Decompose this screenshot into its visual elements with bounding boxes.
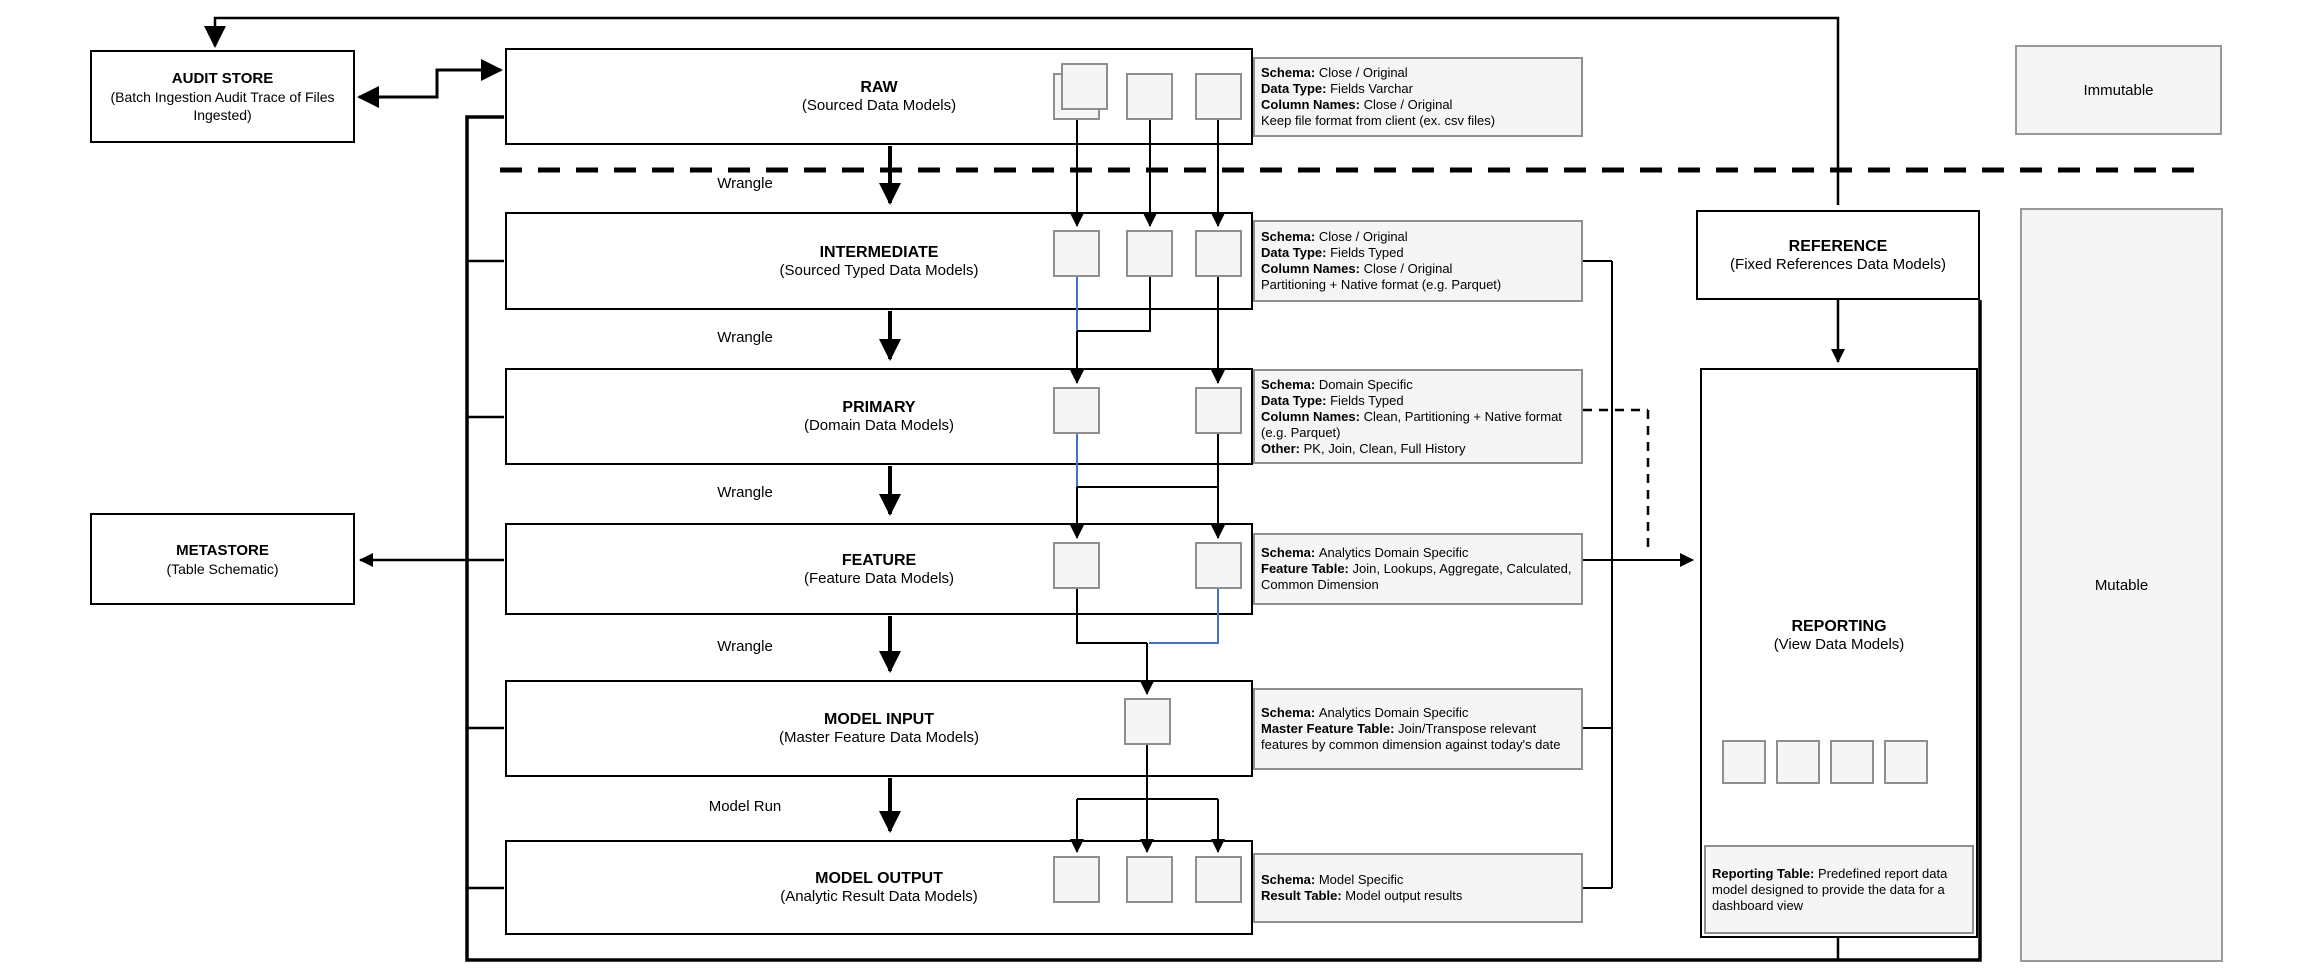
annotation-line: Other: PK, Join, Clean, Full History — [1261, 440, 1466, 456]
stage-subtitle: (Sourced Typed Data Models) — [779, 261, 979, 279]
mutable-zone-label: Mutable — [2020, 208, 2223, 962]
model-run-label: Model Run — [708, 798, 782, 815]
data-file-icon — [1195, 73, 1242, 120]
data-file-icon — [1053, 542, 1100, 589]
stage-title: INTERMEDIATE — [819, 243, 939, 261]
data-file-icon — [1195, 856, 1242, 903]
annotation-line: Column Names: Close / Original — [1261, 261, 1453, 276]
audit-store-subtitle: (Batch Ingestion Audit Trace of Files Ingested) — [110, 89, 335, 123]
data-file-icon — [1195, 387, 1242, 434]
metastore-title: METASTORE — [176, 541, 269, 559]
data-file-icon — [1126, 856, 1173, 903]
stage-title: FEATURE — [841, 551, 917, 569]
stage-subtitle: (Domain Data Models) — [803, 417, 955, 434]
reporting-subtitle: (View Data Models) — [1773, 635, 1905, 653]
annotation-line: Data Type: Fields Typed — [1261, 245, 1404, 260]
annotation-line: Column Names: Clean, Partitioning + Native format (e.g. Parquet) — [1261, 408, 1562, 440]
stage-title: MODEL INPUT — [824, 711, 934, 728]
annotation-line: Master Feature Table: Join/Transpose relevant features by common dimension against today's date — [1261, 721, 1561, 752]
report-table-icon — [1884, 740, 1928, 784]
stage-annotation-raw — [1253, 57, 1583, 137]
wrangle-label-1: Wrangle — [717, 175, 773, 192]
annotation-line: Data Type: Fields Varchar — [1261, 81, 1413, 96]
data-file-icon — [1124, 698, 1171, 745]
data-file-icon — [1053, 387, 1100, 434]
data-file-icon — [1126, 73, 1173, 120]
metastore-subtitle: (Table Schematic) — [166, 560, 279, 577]
wrangle-label-3: Wrangle — [717, 484, 773, 501]
data-file-icon — [1195, 542, 1242, 589]
report-table-icon — [1830, 740, 1874, 784]
reference-box — [1696, 210, 1980, 300]
stage-subtitle: (Feature Data Models) — [803, 569, 955, 587]
stage-annotation-intermediate — [1253, 220, 1583, 302]
annotation-line: Reporting Table: Predefined report data model designed to provide the data for a dashboard view — [1712, 865, 1948, 913]
annotation-line: Result Table: Model output results — [1261, 888, 1463, 903]
reference-subtitle: (Fixed References Data Models) — [1730, 255, 1946, 273]
annotation-line: Feature Table: Join, Lookups, Aggregate, Calculated, Common Dimension — [1261, 561, 1572, 592]
wrangle-label-4: Wrangle — [717, 638, 773, 655]
report-table-icon — [1776, 740, 1820, 784]
stage-annotation-feature — [1253, 533, 1583, 605]
reporting-note — [1704, 845, 1974, 934]
reference-title: REFERENCE — [1788, 237, 1888, 255]
audit-store-title: AUDIT STORE — [171, 70, 274, 87]
stage-title-block-primary — [505, 368, 1253, 465]
stage-annotation-model-output — [1253, 853, 1583, 923]
annotation-line: Partitioning + Native format (e.g. Parquet) — [1261, 277, 1502, 292]
stage-subtitle: (Analytic Result Data Models) — [780, 888, 978, 905]
annotation-line: Schema: Model Specific — [1261, 872, 1404, 887]
data-file-stack-icon — [1053, 73, 1100, 120]
stage-annotation-primary — [1253, 369, 1583, 464]
annotation-line: Keep file format from client (ex. csv files) — [1261, 113, 1496, 128]
stage-annotation-model-input — [1253, 688, 1583, 770]
reporting-feed-lines — [1583, 261, 1693, 888]
stage-title-block-feature — [505, 523, 1253, 615]
metastore-box — [90, 513, 355, 605]
data-file-icon — [1053, 856, 1100, 903]
stage-subtitle: (Sourced Data Models) — [801, 97, 957, 114]
audit-store-box — [90, 50, 355, 143]
annotation-line: Data Type: Fields Typed — [1261, 392, 1404, 408]
stage-title: PRIMARY — [842, 399, 916, 416]
immutable-zone-label: Immutable — [2015, 45, 2222, 135]
stage-title: MODEL OUTPUT — [815, 870, 943, 887]
annotation-line: Schema: Domain Specific — [1261, 376, 1413, 392]
reporting-title-block — [1700, 600, 1978, 670]
annotation-line: Schema: Close / Original — [1261, 229, 1408, 244]
reporting-title: REPORTING — [1791, 617, 1887, 635]
annotation-line: Schema: Analytics Domain Specific — [1261, 545, 1469, 560]
annotation-line: Schema: Close / Original — [1261, 65, 1408, 80]
annotation-line: Schema: Analytics Domain Specific — [1261, 705, 1469, 720]
report-table-icon — [1722, 740, 1766, 784]
data-file-icon — [1195, 230, 1242, 277]
wrangle-label-2: Wrangle — [717, 329, 773, 346]
data-file-icon — [1126, 230, 1173, 277]
stage-subtitle: (Master Feature Data Models) — [778, 729, 980, 746]
annotation-line: Column Names: Close / Original — [1261, 97, 1453, 112]
data-file-icon — [1053, 230, 1100, 277]
stage-title: RAW — [860, 79, 898, 96]
